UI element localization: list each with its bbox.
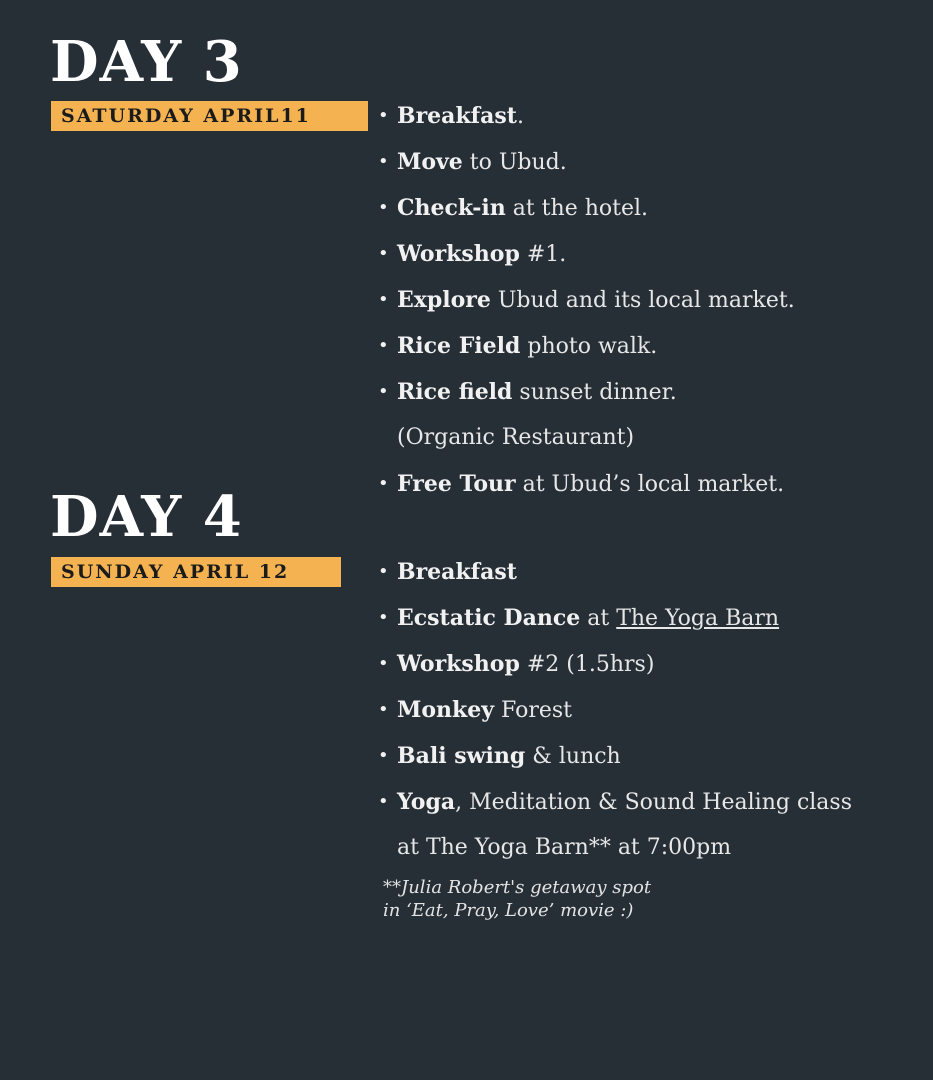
footnote-line-1: **Julia Robert's getaway spot	[383, 877, 652, 898]
list-item: • Workshop #1.	[378, 239, 795, 285]
list-item-continuation: (Organic Restaurant)	[397, 425, 635, 450]
day-4-title: DAY 4	[50, 484, 243, 550]
list-item: • Rice field sunset dinner.	[378, 377, 795, 423]
list-item: • Move to Ubud.	[378, 147, 795, 193]
list-item: • Check-in at the hotel.	[378, 193, 795, 239]
day-3-date-badge: SATURDAY APRIL11	[51, 101, 368, 131]
footnote-line-2: in ‘Eat, Pray, Love’ movie :)	[383, 900, 634, 921]
list-item: • Monkey Forest	[378, 695, 852, 741]
yoga-barn-link[interactable]: The Yoga Barn	[616, 606, 780, 631]
footnote	[383, 876, 651, 922]
day-3-title: DAY 3	[50, 29, 243, 95]
list-item: • Breakfast.	[378, 101, 795, 147]
list-item: • Explore Ubud and its local market.	[378, 285, 795, 331]
list-item: • Rice Field photo walk.	[378, 331, 795, 377]
list-item: • Ecstatic Dance at The Yoga Barn	[378, 603, 852, 649]
day-4-agenda	[378, 557, 852, 879]
day-3-agenda	[378, 101, 795, 515]
list-item: • Breakfast	[378, 557, 852, 603]
list-item: • Free Tour at Ubud’s local market.	[378, 469, 795, 515]
list-item-continuation: at The Yoga Barn** at 7:00pm	[397, 835, 732, 860]
day-4-date-badge: SUNDAY APRIL 12	[51, 557, 341, 587]
list-item: • Workshop #2 (1.5hrs)	[378, 649, 852, 695]
list-item: • Bali swing & lunch	[378, 741, 852, 787]
list-item: • Yoga, Meditation & Sound Healing class	[378, 787, 852, 833]
